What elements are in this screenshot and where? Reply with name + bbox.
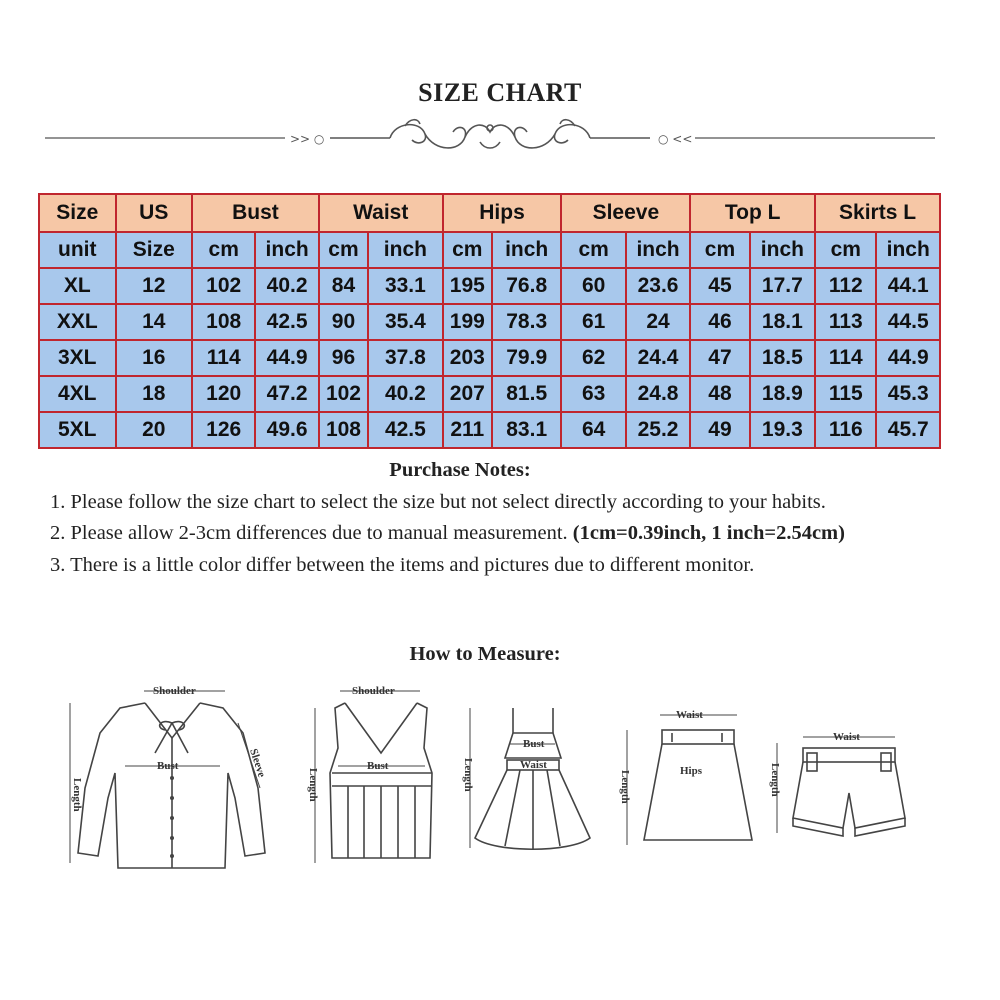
table-cell: 114 [815,340,876,376]
top-measure-diagram [290,678,450,883]
table-cell: 18.5 [750,340,815,376]
table-cell: 120 [192,376,255,412]
note-1: 1. Please follow the size chart to select the size but not select directly according to your habits. [50,490,826,513]
header-cell: Skirts L [815,194,940,232]
table-cell: 61 [561,304,625,340]
table-cell: 62 [561,340,625,376]
shoulder-label: Shoulder [153,685,196,697]
length-label: Length [619,770,631,804]
table-cell: 81.5 [492,376,561,412]
sleeve-label: Sleeve [247,747,268,779]
shoulder-label: Shoulder [352,685,395,697]
table-cell: 126 [192,412,255,448]
table-cell: 78.3 [492,304,561,340]
shorts-measure-diagram [765,718,925,853]
table-row [39,268,940,304]
bust-label: Bust [523,738,545,750]
size-chart-title: SIZE CHART [418,78,582,107]
purchase-notes-heading: Purchase Notes: [389,459,531,481]
svg-text:○ <<: ○ << [658,132,693,146]
unit-cell: inch [876,232,940,268]
unit-cell: inch [626,232,690,268]
waist-label: Waist [676,709,703,721]
unit-cell: cm [443,232,492,268]
table-cell: 195 [443,268,492,304]
table-cell: 45.7 [876,412,940,448]
table-row [39,340,940,376]
table-cell: 35.4 [368,304,443,340]
table-cell: 45.3 [876,376,940,412]
table-cell: 207 [443,376,492,412]
table-cell: 108 [319,412,368,448]
decorative-divider [40,112,940,162]
table-cell: 20 [116,412,193,448]
table-cell: 44.5 [876,304,940,340]
table-cell: 42.5 [255,304,318,340]
table-cell: 76.8 [492,268,561,304]
unit-cell: inch [750,232,815,268]
table-cell: 33.1 [368,268,443,304]
unit-cell: inch [255,232,318,268]
length-label: Length [769,763,781,797]
table-cell: 37.8 [368,340,443,376]
table-cell: 18.9 [750,376,815,412]
table-cell: 64 [561,412,625,448]
table-cell: 199 [443,304,492,340]
hips-label: Hips [680,765,703,777]
table-cell: 108 [192,304,255,340]
table-cell: 40.2 [368,376,443,412]
table-cell: 102 [319,376,368,412]
table-cell: 83.1 [492,412,561,448]
table-cell: 18 [116,376,193,412]
note-2-conversion: (1cm=0.39inch, 1 inch=2.54cm) [572,522,845,544]
table-cell: 44.9 [255,340,318,376]
header-cell: Size [39,194,116,232]
table-cell: XXL [39,304,116,340]
table-cell: 44.9 [876,340,940,376]
table-cell: 114 [192,340,255,376]
table-cell: 96 [319,340,368,376]
note-3: 3. There is a little color differ between the items and pictures due to different monitor. [50,553,755,576]
table-cell: 63 [561,376,625,412]
table-body [39,268,940,448]
unit-cell: unit [39,232,116,268]
table-row [39,376,940,412]
header-cell: Bust [192,194,319,232]
unit-cell: cm [690,232,749,268]
skirt-measure-diagram [612,700,762,865]
table-cell: 60 [561,268,625,304]
note-2-text: 2. Please allow 2-3cm differences due to manual measurement. [50,522,568,544]
table-row [39,412,940,448]
header-cell: Hips [443,194,562,232]
table-cell: 116 [815,412,876,448]
svg-text:>> ○: >> ○ [290,132,325,146]
table-cell: 115 [815,376,876,412]
table-cell: 203 [443,340,492,376]
waist-label: Waist [833,731,860,743]
table-cell: 112 [815,268,876,304]
table-cell: 23.6 [626,268,690,304]
table-cell: 47 [690,340,749,376]
table-cell: 90 [319,304,368,340]
table-cell: 17.7 [750,268,815,304]
table-cell: 12 [116,268,193,304]
blouse-measure-diagram [60,678,280,893]
unit-cell: cm [319,232,368,268]
header-cell: Waist [319,194,443,232]
length-label: Length [307,768,319,802]
unit-cell: cm [192,232,255,268]
dress-measure-diagram [455,698,605,873]
table-row [39,304,940,340]
table-cell: 16 [116,340,193,376]
table-cell: 18.1 [750,304,815,340]
table-cell: 84 [319,268,368,304]
bust-label: Bust [157,760,179,772]
table-cell: 42.5 [368,412,443,448]
header-cell: Sleeve [561,194,690,232]
table-cell: 14 [116,304,193,340]
table-cell: 3XL [39,340,116,376]
table-cell: 24.4 [626,340,690,376]
table-cell: 47.2 [255,376,318,412]
table-cell: 24 [626,304,690,340]
unit-cell: Size [116,232,193,268]
table-cell: 5XL [39,412,116,448]
table-cell: 19.3 [750,412,815,448]
unit-cell: cm [815,232,876,268]
table-cell: 211 [443,412,492,448]
table-cell: 44.1 [876,268,940,304]
header-cell: Top L [690,194,815,232]
table-cell: 113 [815,304,876,340]
table-cell: 49.6 [255,412,318,448]
note-2 [50,518,950,550]
size-table [38,193,941,449]
unit-cell: inch [492,232,561,268]
table-cell: 4XL [39,376,116,412]
table-cell: XL [39,268,116,304]
length-label: Length [462,758,474,792]
table-cell: 45 [690,268,749,304]
unit-cell: cm [561,232,625,268]
table-cell: 79.9 [492,340,561,376]
table-unit-row [39,232,940,268]
waist-label: Waist [520,759,547,771]
table-header-row [39,194,940,232]
length-label: Length [71,778,83,812]
table-cell: 24.8 [626,376,690,412]
purchase-notes [50,455,950,581]
table-cell: 46 [690,304,749,340]
bust-label: Bust [367,760,389,772]
table-cell: 102 [192,268,255,304]
table-cell: 48 [690,376,749,412]
table-cell: 40.2 [255,268,318,304]
unit-cell: inch [368,232,443,268]
table-cell: 25.2 [626,412,690,448]
header-cell: US [116,194,193,232]
how-to-measure-heading: How to Measure: [409,643,561,665]
table-cell: 49 [690,412,749,448]
